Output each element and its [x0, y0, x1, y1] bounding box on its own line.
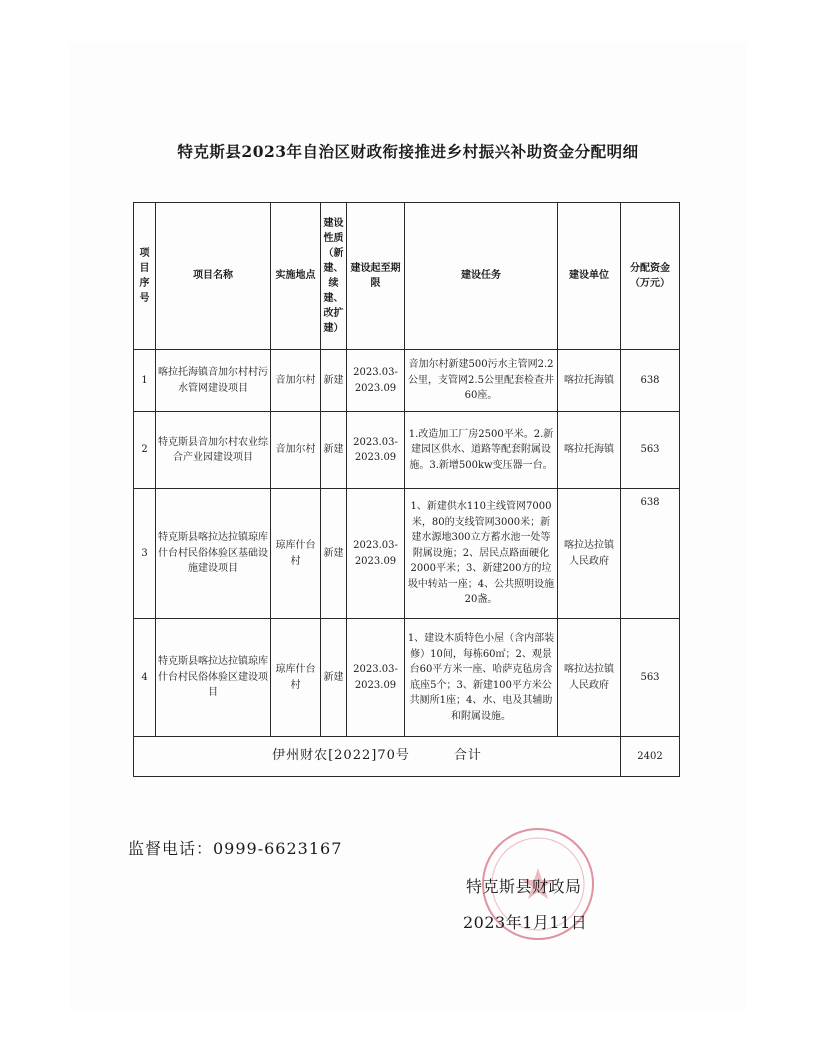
allocation-table — [133, 202, 680, 777]
table-row — [134, 412, 680, 489]
doc-number: 伊州财农[2022]70号 — [272, 748, 410, 764]
row-nature: 新建 — [321, 412, 347, 489]
row-seq: 2 — [134, 412, 156, 489]
total-label: 合计 — [453, 748, 482, 764]
row-nature: 新建 — [321, 619, 347, 737]
row-name: 特克斯县音加尔村农业综合产业园建设项目 — [156, 412, 271, 489]
row-unit: 喀拉达拉镇人民政府 — [558, 489, 621, 619]
document-title: 特克斯县2023年自治区财政衔接推进乡村振兴补助资金分配明细 — [177, 142, 639, 161]
header-nature: 建设性质（新建、续建、改扩建） — [321, 203, 347, 350]
header-unit: 建设单位 — [558, 203, 621, 350]
supervision-phone: 监督电话：0999-6623167 — [128, 839, 343, 858]
row-period: 2023.03-2023.09 — [347, 412, 405, 489]
row-period: 2023.03-2023.09 — [347, 489, 405, 619]
row-seq: 3 — [134, 489, 156, 619]
header-funds: 分配资金（万元） — [621, 203, 680, 350]
issuing-organization: 特克斯县财政局 — [466, 877, 582, 896]
row-funds: 638 — [621, 350, 680, 412]
row-name: 特克斯县喀拉达拉镇琼库什台村民俗体验区基础设施建设项目 — [156, 489, 271, 619]
row-nature: 新建 — [321, 489, 347, 619]
row-unit: 喀拉托海镇 — [558, 412, 621, 489]
table-row — [134, 350, 680, 412]
row-funds: 638 — [621, 489, 680, 619]
row-unit: 喀拉托海镇 — [558, 350, 621, 412]
row-location: 音加尔村 — [271, 350, 321, 412]
header-location: 实施地点 — [271, 203, 321, 350]
table-row — [134, 489, 680, 619]
table-header-row — [134, 203, 680, 350]
row-funds: 563 — [621, 412, 680, 489]
row-name: 特克斯县喀拉达拉镇琼库什台村民俗体验区建设项目 — [156, 619, 271, 737]
row-task: 音加尔村新建500污水主管网2.2公里，支管网2.5公里配套检查井60座。 — [405, 350, 558, 412]
row-unit: 喀拉达拉镇人民政府 — [558, 619, 621, 737]
row-location: 琼库什台村 — [271, 619, 321, 737]
row-period: 2023.03-2023.09 — [347, 350, 405, 412]
row-funds: 563 — [621, 619, 680, 737]
row-task: 1、新建供水110主线管网7000米，80的支线管网3000米；新建水源地300立方蓄水池一处等附属设施；2、居民点路面硬化2000平米；3、新建200方的垃圾中转站一座；4、公共照明设施20盏。 — [405, 489, 558, 619]
row-seq: 1 — [134, 350, 156, 412]
total-row — [134, 737, 680, 777]
header-name: 项目名称 — [156, 203, 271, 350]
header-period: 建设起至期限 — [347, 203, 405, 350]
total-label-cell — [134, 737, 621, 777]
row-seq: 4 — [134, 619, 156, 737]
header-task: 建设任务 — [405, 203, 558, 350]
total-value: 2402 — [621, 737, 680, 777]
table-row — [134, 619, 680, 737]
row-location: 琼库什台村 — [271, 489, 321, 619]
row-name: 喀拉托海镇音加尔村村污水管网建设项目 — [156, 350, 271, 412]
row-location: 音加尔村 — [271, 412, 321, 489]
row-task: 1.改造加工厂房2500平米。2.新建园区供水、道路等配套附属设施。3.新增500kw变压器一台。 — [405, 412, 558, 489]
row-task: 1、建设木质特色小屋（含内部装修）10间，每栋60㎡；2、观景台60平方米一座、哈萨克毡房含底座5个；3、新建100平方米公共厕所1座；4、水、电及其辅助和附属设施。 — [405, 619, 558, 737]
row-nature: 新建 — [321, 350, 347, 412]
issue-date: 2023年1月11日 — [463, 913, 588, 932]
header-seq: 项目序号 — [134, 203, 156, 350]
row-period: 2023.03-2023.09 — [347, 619, 405, 737]
